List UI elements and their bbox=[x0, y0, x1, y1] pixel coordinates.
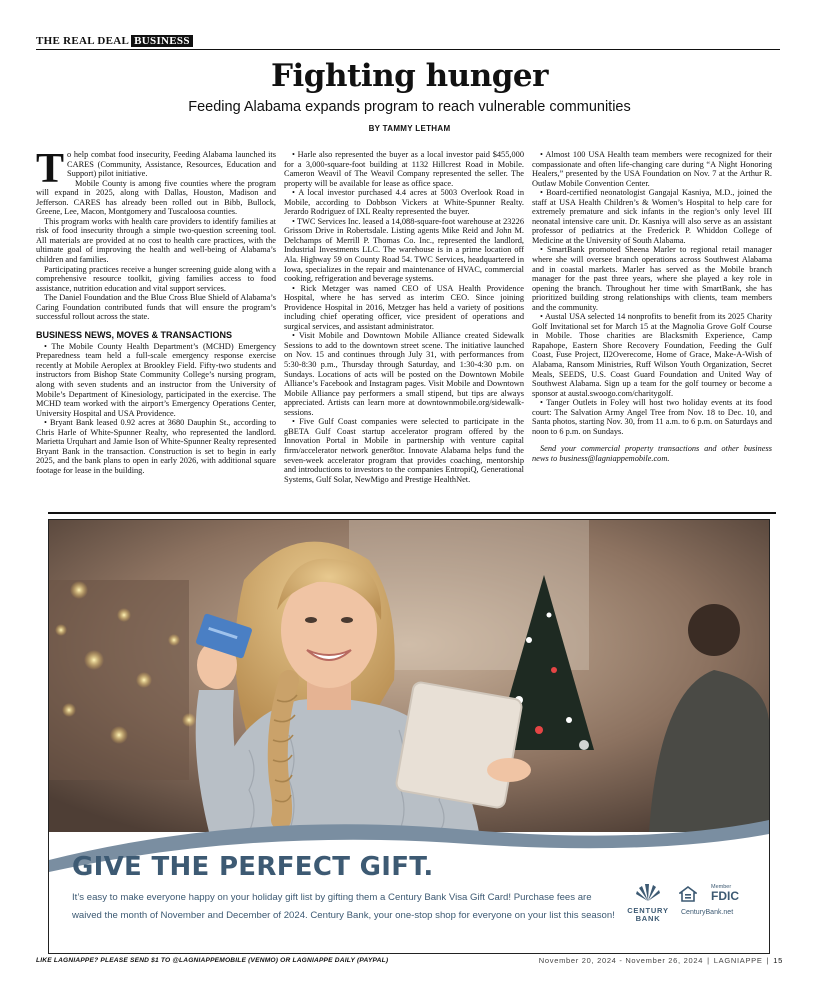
page-header bbox=[36, 33, 780, 50]
news-item: • Harle also represented the buyer as a local investor paid $455,000 for a 3,000-square-foot building at 1132 Hillcrest Road in Mobile. Cameron Weavil of The Weavil Company represented the seller. The property will be available for lease as office space. bbox=[284, 150, 524, 188]
equal-housing-lender-icon bbox=[679, 886, 697, 907]
news-item: • Rick Metzger was named CEO of USA Health Providence Hospital, where he has served as interim CEO. Since joining Providence Hospital in 2016, Metzger has held a variety of positions including chief operating officer, vice president of operations and surgical services, and assistant administrator. bbox=[284, 283, 524, 331]
news-item: • Five Gulf Coast companies were selected to participate in the gBETA Gulf Coast startup accelerator program offered by the Innovation Portal in Mobile in partnership with venture capital firm/accelerator network gener8tor. Innovate Alabama helps fund the seven-week accelerator program that provides coaching, mentorship and introductions to investors to the companies EntropiQ, Generational Systems, Gulf Solar, NewMigo and Prestige HealthNet. bbox=[284, 417, 524, 484]
article-headline: Fighting hunger bbox=[271, 58, 548, 94]
ad-body-line: It’s easy to make everyone happy on your holiday gift list by gifting them a Century Bank Visa Gift Card! Purchase fees are bbox=[72, 892, 592, 903]
news-item: • Austal USA selected 14 nonprofits to benefit from its 2025 Charity Golf Invitational set for March 15 at the Magnolia Grove Golf Course in Mobile. Those charities are Blacksmith Experience, Camp Rapahope, Eastern Shore Recovery Foundation, Feeding the Gulf Coast, Fuse Project, II2Overecome, Home of Grace, Make-A-Wish of Alabama, Ransom Ministries, Ruff Wilson Youth Organization, Secret Meals, SEEDS, U.S. Coast Guard Foundation and United Way of Southwest Alabama. Sign up a team for the golf tourney or become a sponsor at austal.swoogo.com/charitygolf. bbox=[532, 312, 772, 398]
footer-publication: LAGNIAPPE bbox=[713, 956, 763, 965]
news-item: • TWC Services Inc. leased a 14,088-square-foot warehouse at 23226 Grissom Drive in Robertsdale. Listing agents Mike Reid and John M. Delchamps of Merrill P. Thomas Co. Inc., represented the landlord, Industrial Investments LLC. The warehouse is in a prime location off Ala. Highway 59 on County Road 54. TWC Services, headquartered in Iowa, specializes in the repair and maintenance of HVAC, commercial cooking, refrigeration and beverage systems. bbox=[284, 216, 524, 284]
news-item: • Board-certified neonatologist Gangajal Kasniya, M.D., joined the staff at USA Health Children’s & Women’s Hospital to help care for extremely premature and sick infants in the region’s only level III neonatal intensive care unit. Dr. Kasniya will also serve as an assistant professor of pediatrics at the Frederick P. Whiddon College of Medicine at the University of South Alabama. bbox=[532, 188, 772, 245]
issue-dates: November 20, 2024 - November 26, 2024 bbox=[538, 956, 704, 965]
fdic-label: FDIC bbox=[711, 889, 739, 903]
article-column-1 bbox=[36, 146, 276, 476]
footer-donation-note: LIKE LAGNIAPPE? PLEASE SEND $1 TO @LAGNIAPPEMOBILE (VENMO) OR LAGNIAPPE DAILY (PAYPAL) bbox=[36, 957, 389, 964]
article-subhead: Feeding Alabama expands program to reach vulnerable communities bbox=[188, 99, 631, 115]
tablet-icon bbox=[395, 681, 522, 808]
ad-headline: GIVE THE PERFECT GIFT. bbox=[72, 852, 434, 882]
woman-holding-credit-card-and-tablet-photo bbox=[49, 520, 769, 832]
ad-body-line: waived the month of November and December of 2024. Century Bank, your one-stop shop for everyone on your list this season! bbox=[72, 910, 615, 921]
ad-photo-illustration bbox=[49, 520, 769, 832]
bank-name-line-1: CENTURY bbox=[627, 906, 669, 915]
century-bank-ad[interactable] bbox=[48, 519, 770, 954]
news-item: • Visit Mobile and Downtown Mobile Alliance created Sidewalk Sessions to add to the downtown street scene. The initiative launched on Nov. 15 and continues through July 31, with performances from 5:30-8:30 p.m., Thursday through Saturday, and 1:30-4:30 p.m. on Sundays. Locations of acts will be posted on the Downtown Mobile Alliance’s Facebook and Instagram pages. Visit Mobile and Downtown Mobile Alliance pay performers a small stipend, but tips are always appreciated. Artists can learn more at downtownmobile.org/sidewalk-sessions. bbox=[284, 331, 524, 417]
paragraph: The Daniel Foundation and the Blue Cross Blue Shield of Alabama’s Caring Foundation contributed funds that will ensure the program’s successful rollout across the state. bbox=[36, 293, 276, 322]
page-number: 15 bbox=[773, 956, 783, 965]
ad-url-link[interactable]: CenturyBank.net bbox=[681, 909, 734, 916]
paragraph: Mobile County is among five counties where the program will expand in 2025, along with Dallas, Houston, Madison and Jefferson. CARES has already been rolled out in Bibb, Bullock, Greene, Lee, Macon, Montgomery and Tuscaloosa counties. bbox=[36, 178, 276, 217]
section-tag: BUSINESS bbox=[131, 35, 193, 47]
century-bank-logo bbox=[623, 884, 673, 923]
paragraph: To help combat food insecurity, Feeding Alabama launched its CARES (Community, Assistance, Resources, Education and Support) pilot initiative. bbox=[36, 146, 276, 192]
article-byline: BY TAMMY LETHAM bbox=[368, 124, 451, 133]
publication-label: THE REAL DEAL bbox=[36, 35, 130, 47]
section-heading: BUSINESS NEWS, MOVES & TRANSACTIONS bbox=[36, 329, 233, 340]
bank-sunburst-icon bbox=[633, 884, 663, 902]
footer-folio: November 20, 2024 - November 26, 2024 | LAGNIAPPE | 15 bbox=[538, 956, 783, 965]
submission-note: Send your commercial property transactions and other business news to business@lagniappemobile.com. bbox=[532, 444, 772, 463]
ad-body-text bbox=[72, 889, 617, 925]
paragraph: This program works with health care providers to identify families at risk of food insecurity through a simple two-question screening tool. All materials are provided at no cost to health care practices, with the ultimate goal of improving the health and well-being of Alabama’s children and families. bbox=[36, 216, 276, 265]
section-label bbox=[36, 35, 193, 47]
news-item: • Bryant Bank leased 0.92 acres at 3680 Dauphin St., according to Chris Harle of White-Spunner Realty, who represented the landlord. Marietta Urquhart and Jamie Ison of White-Spunner Realty represented Bryant Bank in the transaction. Construction is set to begin in early 2025, and the bank plans to open in early 2026, with additional square footage for lease in the building. bbox=[36, 418, 276, 475]
news-item: • Almost 100 USA Health team members were recognized for their compassionate and often life-changing care during “A Night Honoring Healers,” presented by the USA Foundation on Nov. 7 at the Arthur R. Outlaw Mobile Convention Center. bbox=[532, 150, 772, 188]
ad-divider bbox=[48, 512, 776, 514]
fdic-logo bbox=[711, 884, 739, 902]
news-item: • The Mobile County Health Department’s (MCHD) Emergency Preparedness team held a full-scale emergency response exercise recently at Mobile Aeroplex at Brookley Field. Fifty-two students and instructors from Bishop State Community College’s nursing program, along with seven students and an instructor from the University of Mobile’s Department of Kinesiology, participated in the exercise. The MCHD team worked with the airport’s Emergency Operations Center, University Hospital and USA Providence. bbox=[36, 341, 276, 418]
news-item: • Tanger Outlets in Foley will host two holiday events at its food court: The Salvation Army Angel Tree from Nov. 18 to Dec. 10, and Santa photos, starting Nov. 30, from 11 a.m. to 6 p.m. on Saturdays and noon to 6 p.m. on Sundays. bbox=[532, 398, 772, 436]
paragraph: Participating practices receive a hunger screening guide along with a comprehensive resource toolkit, giving families access to food assistance, nutrition education and vital support services. bbox=[36, 264, 276, 293]
news-item: • A local investor purchased 4.4 acres at 5003 Overlook Road in Mobile, according to Dobbson Vickers at White-Spunner Realty. Jerardo Rodriguez of IXL Realty represented the buyer. bbox=[284, 188, 524, 217]
fdic-member-label: Member bbox=[711, 884, 732, 890]
bank-name-line-2: BANK bbox=[635, 914, 661, 923]
article-column-3 bbox=[532, 150, 772, 464]
drop-cap: T bbox=[36, 146, 65, 192]
article-column-2 bbox=[284, 150, 524, 484]
news-item: • SmartBank promoted Sheena Marler to regional retail manager where she will oversee branch operations across Southwest Alabama and in coastal markets. Marler has served as the Mobile branch manager for the past three years, where she played a key role in opening the branch. Throughout her time with SmartBank, she has prioritized building strong relationships with clients, team members and the community. bbox=[532, 245, 772, 312]
